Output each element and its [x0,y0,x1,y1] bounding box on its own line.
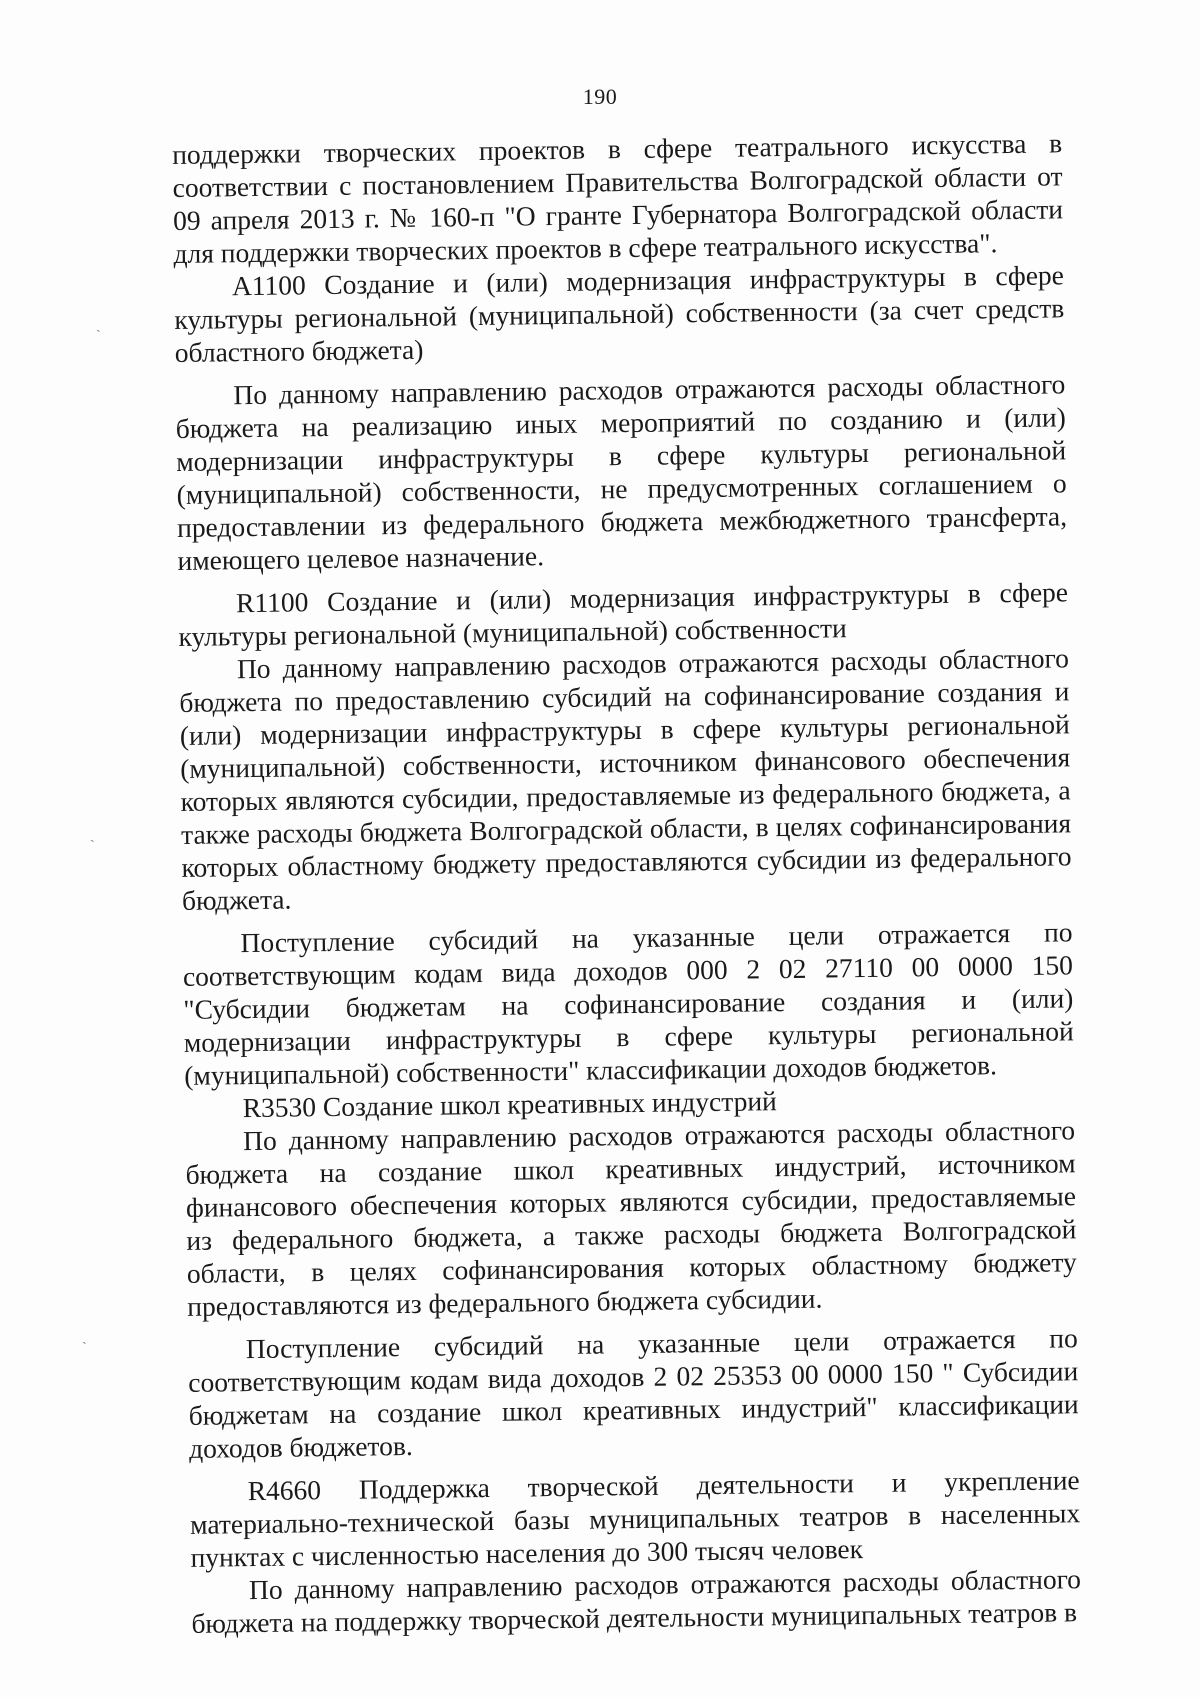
paragraph-r1100-income: Поступление субсидий на указанные цели отражается по соответствующим кодам вида доходов 000 2 02 27110 00 0000 150 "Субсидии бюджетам на софинансирование создания и (или) модернизации инфраструктуры в сфере культуры региональной (муниципальной) собственности" классификации доходов бюджетов. [182,916,1074,1091]
document-body [172,126,1082,1640]
page-number: 190 [582,84,618,109]
scan-speck: ˎ [82,1330,87,1345]
paragraph-a1100-description: По данному направлению расходов отражаются расходы областного бюджета на реализацию иных мероприятий по созданию и (или) модернизации инфраструктуры в сфере культуры региональной (муниципальной) собственности, не предусмотренных соглашением о предоставлении из федерального бюджета межбюджетного трансферта, имеющего целевое назначение. [175,368,1068,576]
paragraph-r1100-description: По данному направлению расходов отражаются расходы областного бюджета по предоставлению субсидий на софинансирование создания и (или) модернизации инфраструктуры в сфере культуры региональной (муниципальной) собственности, источником финансового обеспечения которых являются субсидии, предоставляемые из федерального бюджета, а также расходы бюджета Волгоградской области, в целях софинансирования которых областному бюджету предоставляются субсидии из федерального бюджета. [179,642,1072,916]
paragraph-r3530-description: По данному направлению расходов отражаются расходы областного бюджета на создание школ креативных индустрий, источником финансового обеспечения которых являются субсидии, предоставляемые из федерального бюджета, а также расходы бюджета Волгоградской области, в целях софинансирования которых областному бюджету предоставляются из федерального бюджета субсидии. [185,1114,1077,1322]
heading-r1100: R1100 Создание и (или) модернизация инфраструктуры в сфере культуры региональной (муниципальной) собственности [178,576,1069,652]
scan-speck: ˎ [96,318,101,333]
heading-r4660: R4660 Поддержка творческой деятельности и укрепление материально-технической базы муниципальных театров в населенных пунктах с численностью населения до 300 тысяч человек [189,1464,1081,1573]
paragraph-r3530-income: Поступление субсидий на указанные цели отражается по соответствующим кодам вида доходов 2 02 25353 00 0000 150 " Субсидии бюджетам на создание школ креативных индустрий" классификации доходов бюджетов. [188,1322,1079,1464]
scan-speck: ˎ [90,828,95,843]
heading-r3530: R3530 Создание школ креативных индустрий [242,1085,777,1124]
paragraph-grant-continuation: поддержки творческих проектов в сфере театрального искусства в соответствии с постановлением Правительства Волгоградской области от 09 апреля 2013 г. № 160-п "О гранте Губернатора Волгоградской области для поддержки творческих проектов в сфере театрального искусства". [172,127,1064,269]
paragraph-r4660-description: По данному направлению расходов отражаются расходы областного бюджета на поддержку творческой деятельности муниципальных театров в [191,1563,1082,1639]
heading-a1100: А1100 Создание и (или) модернизация инфраструктуры в сфере культуры региональной (муниципальной) собственности (за счет средств областного бюджета) [174,259,1065,368]
